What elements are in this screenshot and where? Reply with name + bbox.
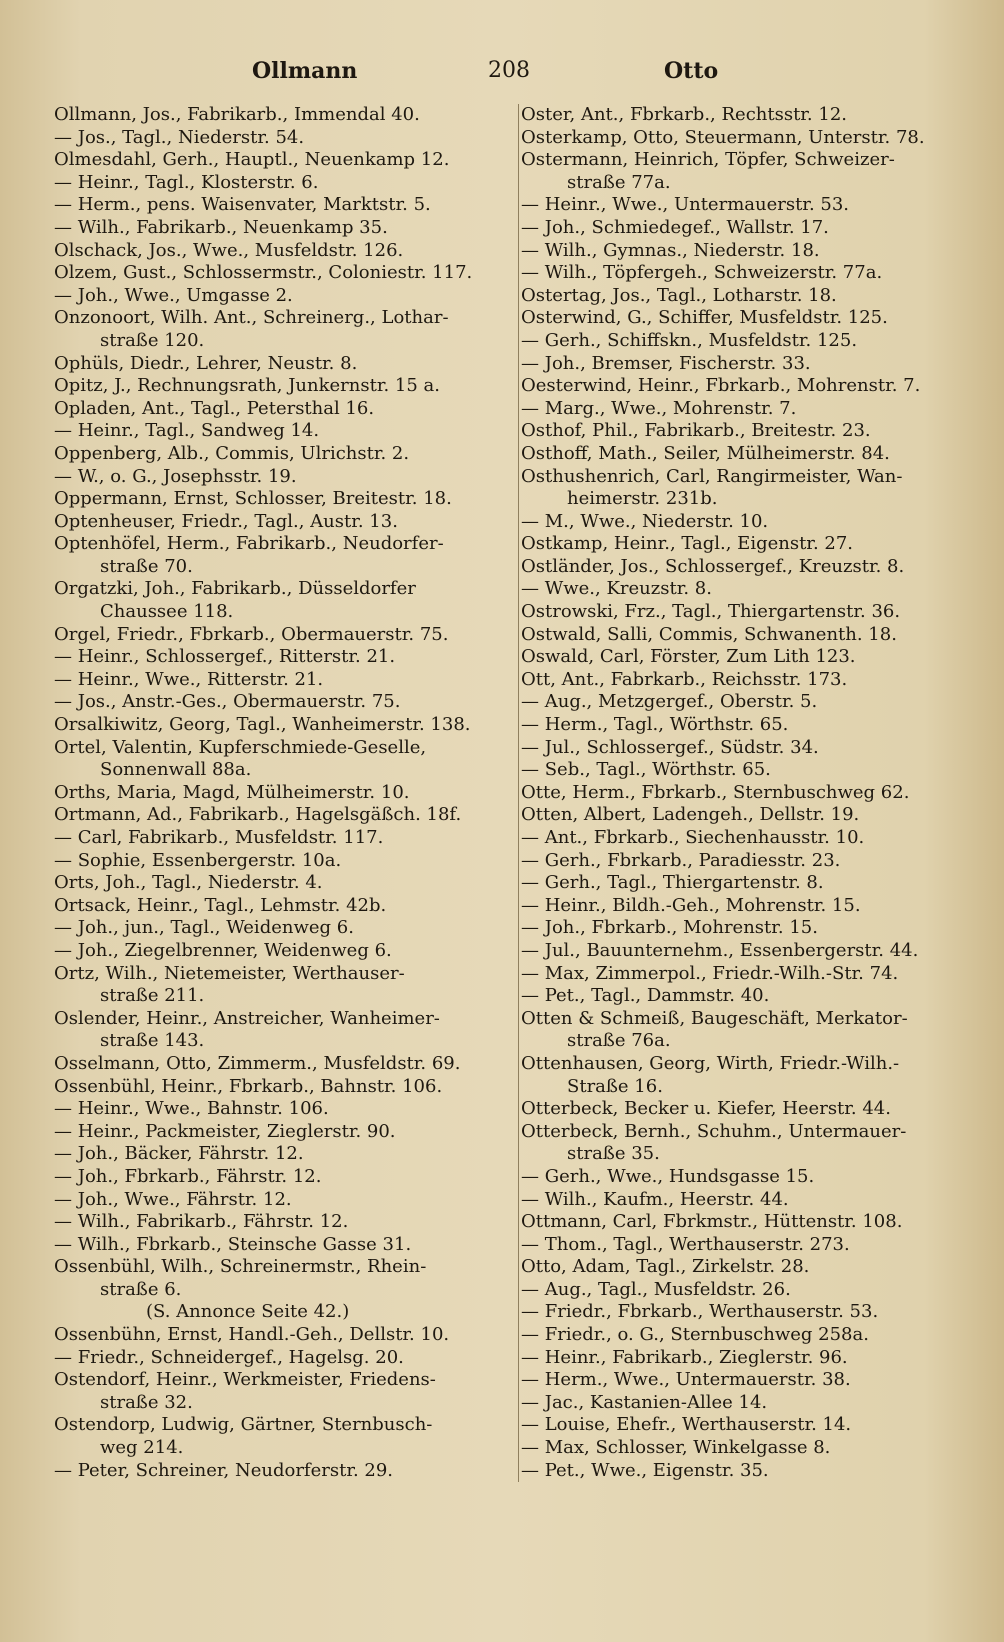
directory-entry: — Herm., pens. Waisenvater, Marktstr. 5. bbox=[54, 194, 431, 216]
directory-entry: straße 32. bbox=[100, 1391, 193, 1413]
directory-entry: Chaussee 118. bbox=[100, 601, 234, 623]
directory-entry: straße 35. bbox=[567, 1143, 660, 1165]
directory-entry: Otterbeck, Bernh., Schuhm., Untermauer- bbox=[521, 1120, 907, 1142]
directory-entry: Straße 16. bbox=[567, 1075, 663, 1097]
directory-entry: — Max, Schlosser, Winkelgasse 8. bbox=[521, 1437, 831, 1459]
directory-entry: — Joh., Bremser, Fischerstr. 33. bbox=[521, 352, 811, 374]
directory-entry: heimerstr. 231b. bbox=[567, 488, 718, 510]
directory-entry: Osterkamp, Otto, Steuermann, Unterstr. 78. bbox=[521, 126, 925, 148]
directory-entry: Ottmann, Carl, Fbrkmstr., Hüttenstr. 108. bbox=[521, 1211, 903, 1233]
directory-entry: — Heinr., Schlossergef., Ritterstr. 21. bbox=[54, 646, 396, 668]
directory-entry: Otten & Schmeiß, Baugeschäft, Merkator- bbox=[521, 1007, 908, 1029]
directory-entry: — Jos., Tagl., Niederstr. 54. bbox=[54, 126, 305, 148]
directory-entry: straße 211. bbox=[100, 985, 205, 1007]
directory-entry: Olschack, Jos., Wwe., Musfeldstr. 126. bbox=[54, 239, 404, 261]
directory-entry: — Gerh., Fbrkarb., Paradiesstr. 23. bbox=[521, 849, 841, 871]
directory-entry: Onzonoort, Wilh. Ant., Schreinerg., Lothar- bbox=[54, 307, 449, 329]
directory-entry: — Marg., Wwe., Mohrenstr. 7. bbox=[521, 397, 797, 419]
directory-entry: — Heinr., Packmeister, Zieglerstr. 90. bbox=[54, 1120, 396, 1142]
directory-entry: — Jos., Anstr.-Ges., Obermauerstr. 75. bbox=[54, 691, 401, 713]
directory-entry: — Wilh., Fbrkarb., Steinsche Gasse 31. bbox=[54, 1233, 412, 1255]
directory-entry: — Ant., Fbrkarb., Siechenhausstr. 10. bbox=[521, 827, 865, 848]
directory-entry: Ophüls, Diedr., Lehrer, Neustr. 8. bbox=[54, 352, 358, 374]
directory-entry: — Sophie, Essenbergerstr. 10a. bbox=[54, 849, 342, 871]
directory-entry: — Aug., Tagl., Musfeldstr. 26. bbox=[521, 1278, 791, 1300]
directory-entry: — Joh., Ziegelbrenner, Weidenweg 6. bbox=[54, 939, 392, 961]
directory-entry: Ostertag, Jos., Tagl., Lotharstr. 18. bbox=[521, 284, 837, 306]
directory-entry: — Pet., Tagl., Dammstr. 40. bbox=[521, 985, 770, 1007]
directory-entry: Osselmann, Otto, Zimmerm., Musfeldstr. 69. bbox=[54, 1052, 461, 1074]
directory-entry: Optenheuser, Friedr., Tagl., Austr. 13. bbox=[54, 510, 398, 532]
directory-entry: — Wilh., Gymnas., Niederstr. 18. bbox=[521, 239, 820, 261]
directory-entry: — Jac., Kastanien-Allee 14. bbox=[521, 1391, 768, 1413]
directory-entry: Opitz, J., Rechnungsrath, Junkernstr. 15 a. bbox=[54, 375, 440, 397]
directory-entry: — Heinr., Tagl., Sandweg 14. bbox=[54, 420, 320, 442]
directory-entry: — Friedr., Fbrkarb., Werthauserstr. 53. bbox=[521, 1301, 879, 1323]
directory-entry: Otte, Herm., Fbrkarb., Sternbuschweg 62. bbox=[521, 781, 910, 803]
directory-entry: — Jul., Schlossergef., Südstr. 34. bbox=[521, 736, 819, 758]
directory-entry: Otto, Adam, Tagl., Zirkelstr. 28. bbox=[521, 1256, 810, 1278]
left-running-head: Ollmann bbox=[252, 58, 358, 84]
page-header bbox=[52, 58, 952, 92]
directory-entry: straße 143. bbox=[100, 1030, 205, 1052]
directory-entry: Ostländer, Jos., Schlossergef., Kreuzstr. 8. bbox=[521, 555, 905, 577]
directory-entry: Orths, Maria, Magd, Mülheimerstr. 10. bbox=[54, 781, 410, 803]
directory-entry: — Wilh., Töpfergeh., Schweizerstr. 77a. bbox=[521, 262, 883, 284]
directory-entry: — Heinr., Bildh.-Geh., Mohrenstr. 15. bbox=[521, 894, 861, 916]
directory-entry: Osthof, Phil., Fabrikarb., Breitestr. 23. bbox=[521, 420, 871, 442]
directory-entry: straße 77a. bbox=[567, 171, 671, 193]
left-column bbox=[54, 104, 484, 1482]
directory-entry: — M., Wwe., Niederstr. 10. bbox=[521, 510, 769, 532]
directory-entry: Osthushenrich, Carl, Rangirmeister, Wan- bbox=[521, 465, 903, 487]
right-column bbox=[518, 104, 951, 1482]
directory-entry: — Heinr., Fabrikarb., Zieglerstr. 96. bbox=[521, 1346, 848, 1368]
directory-entry: Ostkamp, Heinr., Tagl., Eigenstr. 27. bbox=[521, 533, 854, 555]
directory-entry: — Louise, Ehefr., Werthauserstr. 14. bbox=[521, 1414, 852, 1436]
directory-entry: — Heinr., Tagl., Klosterstr. 6. bbox=[54, 171, 319, 193]
directory-entry: Ostrowski, Frz., Tagl., Thiergartenstr. 36. bbox=[521, 601, 901, 623]
directory-entry: — W., o. G., Josephsstr. 19. bbox=[54, 465, 297, 487]
directory-entry: Optenhöfel, Herm., Fabrikarb., Neudorfer- bbox=[54, 533, 444, 555]
directory-entry: Olmesdahl, Gerh., Hauptl., Neuenkamp 12. bbox=[54, 149, 450, 171]
directory-entry: Osthoff, Math., Seiler, Mülheimerstr. 84. bbox=[521, 442, 890, 464]
directory-entry: — Wilh., Kaufm., Heerstr. 44. bbox=[521, 1188, 789, 1210]
directory-entry: Ostendorf, Heinr., Werkmeister, Friedens- bbox=[54, 1369, 436, 1391]
directory-entry: — Max, Zimmerpol., Friedr.-Wilh.-Str. 74. bbox=[521, 962, 899, 984]
directory-entry: Ossenbühn, Ernst, Handl.-Geh., Dellstr. 10. bbox=[54, 1324, 450, 1346]
directory-entry: Ottenhausen, Georg, Wirth, Friedr.-Wilh.- bbox=[521, 1052, 900, 1074]
directory-entry: Ortmann, Ad., Fabrikarb., Hagelsgäßch. 18f. bbox=[54, 804, 462, 826]
directory-entry: — Peter, Schreiner, Neudorferstr. 29. bbox=[54, 1459, 394, 1481]
directory-entry: Ostwald, Salli, Commis, Schwanenth. 18. bbox=[521, 623, 897, 645]
directory-entry: (S. Annonce Seite 42.) bbox=[146, 1301, 350, 1323]
directory-entry: Opladen, Ant., Tagl., Petersthal 16. bbox=[54, 397, 375, 419]
directory-entry: — Joh., Fbrkarb., Mohrenstr. 15. bbox=[521, 917, 818, 939]
directory-entry: Ortz, Wilh., Nietemeister, Werthauser- bbox=[54, 962, 405, 984]
directory-entry: Osterwind, G., Schiffer, Musfeldstr. 125. bbox=[521, 307, 888, 329]
directory-entry: — Joh., Schmiedegef., Wallstr. 17. bbox=[521, 216, 829, 238]
directory-entry: Orgatzki, Joh., Fabrikarb., Düsseldorfer bbox=[54, 578, 416, 600]
directory-entry: Ortsack, Heinr., Tagl., Lehmstr. 42b. bbox=[54, 894, 387, 916]
directory-entry: — Seb., Tagl., Wörthstr. 65. bbox=[521, 759, 771, 781]
directory-entry: — Joh., jun., Tagl., Weidenweg 6. bbox=[54, 917, 354, 939]
directory-entry: — Pet., Wwe., Eigenstr. 35. bbox=[521, 1459, 769, 1481]
directory-entry: — Wilh., Fabrikarb., Neuenkamp 35. bbox=[54, 216, 388, 238]
directory-entry: Oppermann, Ernst, Schlosser, Breitestr. 18. bbox=[54, 488, 452, 510]
directory-entry: — Jul., Bauunternehm., Essenbergerstr. 44. bbox=[521, 939, 919, 961]
directory-entry: Orsalkiwitz, Georg, Tagl., Wanheimerstr. 138. bbox=[54, 714, 471, 736]
directory-entry: — Joh., Wwe., Umgasse 2. bbox=[54, 284, 293, 306]
directory-entry: Oslender, Heinr., Anstreicher, Wanheimer- bbox=[54, 1007, 440, 1029]
directory-entry: straße 120. bbox=[100, 329, 205, 351]
directory-entry: Oswald, Carl, Förster, Zum Lith 123. bbox=[521, 646, 856, 668]
directory-entry: — Gerh., Tagl., Thiergartenstr. 8. bbox=[521, 872, 824, 894]
directory-entry: — Friedr., Schneidergef., Hagelsg. 20. bbox=[54, 1346, 404, 1368]
directory-entry: straße 70. bbox=[100, 555, 193, 577]
directory-entry: weg 214. bbox=[100, 1437, 184, 1459]
directory-entry: Ossenbühl, Wilh., Schreinermstr., Rhein- bbox=[54, 1256, 427, 1278]
directory-entry: Oster, Ant., Fbrkarb., Rechtsstr. 12. bbox=[521, 104, 848, 125]
directory-entry: Orts, Joh., Tagl., Niederstr. 4. bbox=[54, 872, 323, 894]
directory-entry: — Aug., Metzgergef., Oberstr. 5. bbox=[521, 691, 818, 713]
directory-entry: — Heinr., Wwe., Untermauerstr. 53. bbox=[521, 194, 850, 216]
directory-entry: Orgel, Friedr., Fbrkarb., Obermauerstr. 75. bbox=[54, 623, 449, 645]
directory-entry: straße 6. bbox=[100, 1278, 182, 1300]
right-running-head: Otto bbox=[664, 58, 719, 84]
directory-entry: Ortel, Valentin, Kupferschmiede-Geselle, bbox=[54, 736, 427, 758]
directory-entry: — Friedr., o. G., Sternbuschweg 258a. bbox=[521, 1324, 869, 1346]
directory-entry: — Wilh., Fabrikarb., Fährstr. 12. bbox=[54, 1211, 349, 1233]
directory-entry: — Joh., Fbrkarb., Fährstr. 12. bbox=[54, 1165, 322, 1187]
directory-entry: — Joh., Bäcker, Fährstr. 12. bbox=[54, 1143, 304, 1165]
directory-entry: — Herm., Tagl., Wörthstr. 65. bbox=[521, 714, 789, 736]
directory-entry: Oesterwind, Heinr., Fbrkarb., Mohrenstr. 7. bbox=[521, 375, 921, 397]
page-number: 208 bbox=[488, 58, 530, 83]
directory-entry: — Heinr., Wwe., Ritterstr. 21. bbox=[54, 668, 324, 690]
directory-entry: — Thom., Tagl., Werthauserstr. 273. bbox=[521, 1233, 850, 1255]
directory-entry: — Gerh., Wwe., Hundsgasse 15. bbox=[521, 1165, 815, 1187]
directory-entry: Sonnenwall 88a. bbox=[100, 759, 252, 781]
directory-entry: Otten, Albert, Ladengeh., Dellstr. 19. bbox=[521, 804, 860, 826]
directory-entry: — Wwe., Kreuzstr. 8. bbox=[521, 578, 712, 600]
directory-entry: — Joh., Wwe., Fährstr. 12. bbox=[54, 1188, 292, 1210]
directory-entry: Ossenbühl, Heinr., Fbrkarb., Bahnstr. 106. bbox=[54, 1075, 443, 1097]
directory-entry: — Carl, Fabrikarb., Musfeldstr. 117. bbox=[54, 827, 384, 848]
directory-entry: — Herm., Wwe., Untermauerstr. 38. bbox=[521, 1369, 851, 1391]
directory-entry: Ostendorp, Ludwig, Gärtner, Sternbusch- bbox=[54, 1414, 433, 1436]
directory-entry: Ollmann, Jos., Fabrikarb., Immendal 40. bbox=[54, 104, 420, 125]
directory-entry: Otterbeck, Becker u. Kiefer, Heerstr. 44. bbox=[521, 1098, 891, 1120]
directory-entry: Oppenberg, Alb., Commis, Ulrichstr. 2. bbox=[54, 442, 410, 464]
directory-entry: Ott, Ant., Fabrkarb., Reichsstr. 173. bbox=[521, 668, 848, 690]
directory-entry: straße 76a. bbox=[567, 1030, 671, 1052]
directory-entry: — Heinr., Wwe., Bahnstr. 106. bbox=[54, 1098, 329, 1120]
directory-entry: — Gerh., Schiffskn., Musfeldstr. 125. bbox=[521, 329, 858, 351]
directory-entry: Ostermann, Heinrich, Töpfer, Schweizer- bbox=[521, 149, 895, 171]
directory-entry: Olzem, Gust., Schlossermstr., Coloniestr. 117. bbox=[54, 262, 473, 284]
